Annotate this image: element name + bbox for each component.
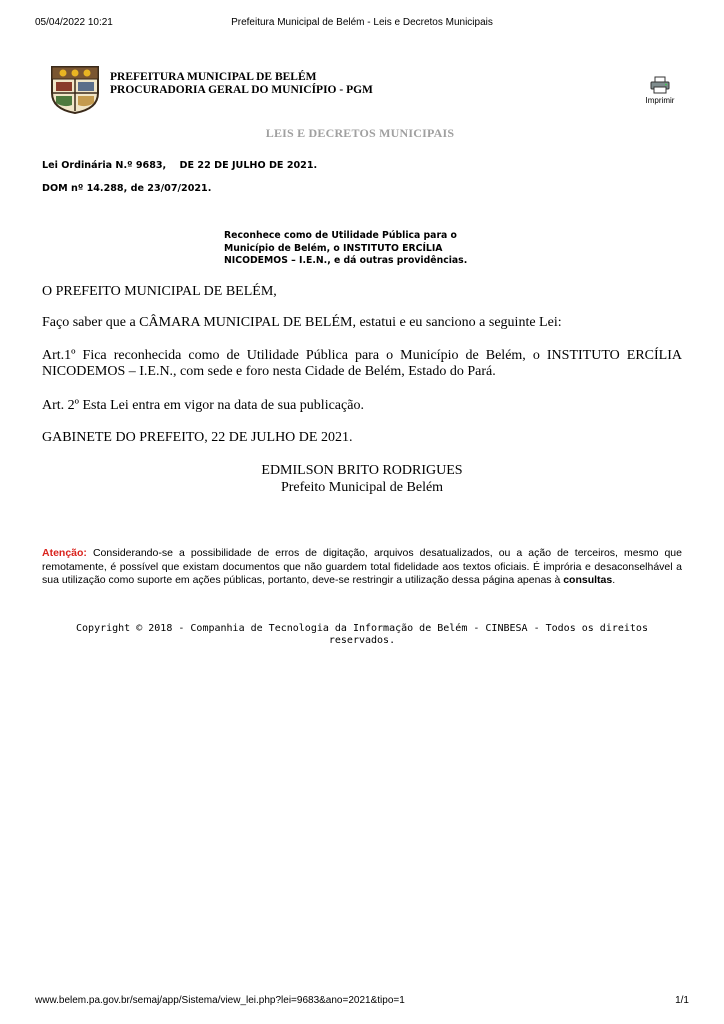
cabinet-date: GABINETE DO PREFEITO, 22 DE JULHO DE 2021. — [42, 430, 353, 445]
disclaimer-end: . — [612, 574, 616, 587]
institution-name — [110, 71, 373, 97]
page-count: 1/1 — [675, 995, 689, 1006]
printer-icon — [650, 76, 670, 94]
signature-block — [42, 462, 682, 496]
disclaimer — [42, 547, 682, 588]
summary-line-2: Município de Belém, o INSTITUTO ERCÍLIA — [224, 242, 443, 254]
disclaimer-emphasis: consultas — [563, 574, 613, 587]
preamble: O PREFEITO MUNICIPAL DE BELÉM, — [42, 284, 277, 299]
institution-line-1: PREFEITURA MUNICIPAL DE BELÉM — [110, 71, 317, 83]
article-2: Art. 2º Esta Lei entra em vigor na data de sua publicação. — [42, 398, 364, 413]
signer-title: Prefeito Municipal de Belém — [280, 480, 444, 495]
disclaimer-text: Considerando-se a possibilidade de erros de digitação, arquivos desatualizados, ou a ação de terceiros, mesmo que remotamente, é possível que existam documentos que não guardem total fidelidade aos textos oficiais. É imprória e desaconselhável a sua utilização como suporte em ações públicas, portanto, deve-se restringir a utilização dessa página apenas à — [42, 547, 682, 587]
disclaimer-label: Atenção: — [42, 547, 87, 559]
dom-reference: DOM nº 14.288, de 23/07/2021. — [42, 183, 212, 194]
belem-coat-of-arms-logo — [48, 63, 102, 115]
law-number: Lei Ordinária N.º 9683, DE 22 DE JULHO DE 2021. — [42, 160, 318, 171]
print-button[interactable] — [640, 76, 680, 105]
copyright-notice: Copyright © 2018 - Companhia de Tecnologia da Informação de Belém - CINBESA - Todos os direitos reservados. — [76, 623, 648, 646]
coat-of-arms-icon — [48, 63, 102, 115]
enactment-clause: Faço saber que a CÂMARA MUNICIPAL DE BELÉM, estatui e eu sanciono a seguinte Lei: — [42, 315, 562, 330]
signer-name: EDMILSON BRITO RODRIGUES — [261, 463, 463, 478]
page-url: www.belem.pa.gov.br/semaj/app/Sistema/view_lei.php?lei=9683&ano=2021&tipo=1 — [35, 995, 405, 1006]
summary-line-3: NICODEMOS – I.E.N., e dá outras providências. — [224, 255, 468, 266]
section-title: LEIS E DECRETOS MUNICIPAIS — [265, 126, 455, 140]
institution-line-2: PROCURADORIA GERAL DO MUNICÍPIO - PGM — [110, 84, 373, 96]
article-1: Art.1º Fica reconhecida como de Utilidade Pública para o Município de Belém, o INSTITUTO ERCÍLIA NICODEMOS – I.E.N., com sede e foro nesta Cidade de Belém, Estado do Pará. — [42, 348, 682, 379]
summary-line-1: Reconhece como de Utilidade Pública para o — [224, 230, 457, 241]
print-datetime: 05/04/2022 10:21 — [35, 17, 113, 28]
law-summary — [224, 230, 514, 268]
print-label: Imprimir — [645, 96, 675, 105]
print-page-title: Prefeitura Municipal de Belém - Leis e Decretos Municipais — [231, 17, 493, 28]
